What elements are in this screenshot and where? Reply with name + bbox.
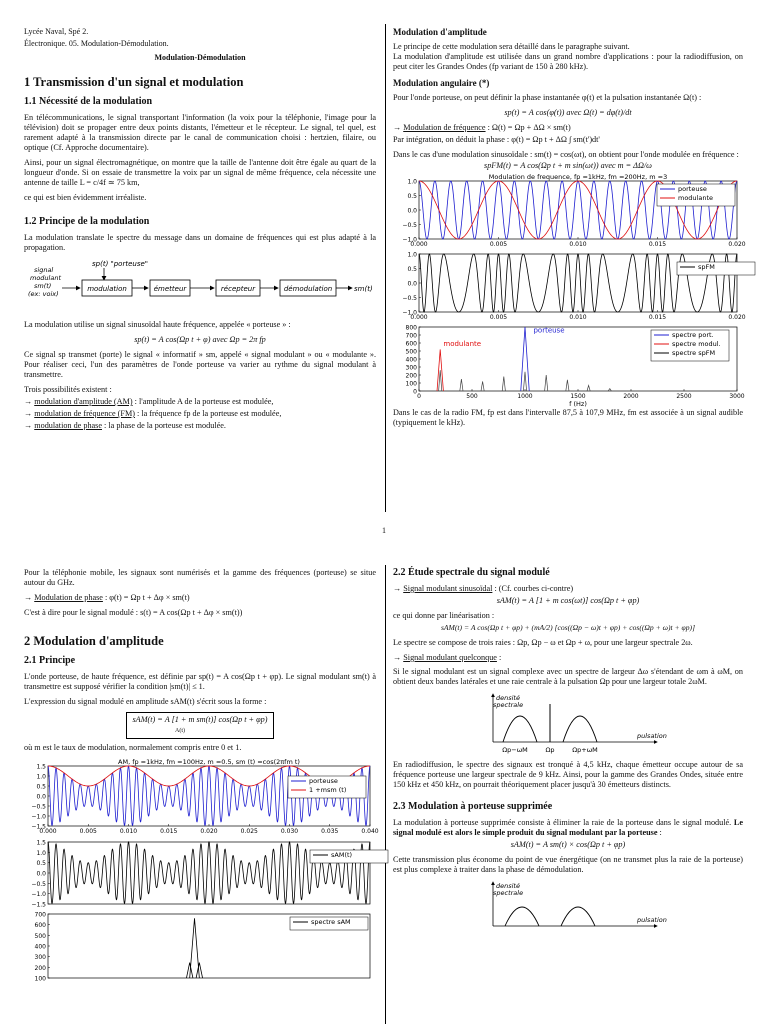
am-spectrum-chart: [24, 910, 376, 983]
doc-title: Modulation-Démodulation: [154, 53, 246, 62]
x-tick-label: 0.015: [648, 241, 667, 248]
x-tick-label: 0.020: [728, 314, 746, 321]
legend-label: modulante: [678, 194, 714, 202]
svg-text:pulsation: pulsation: [637, 916, 667, 924]
svg-text:pulsation: pulsation: [637, 732, 667, 740]
x-tick-label: 500: [466, 393, 478, 400]
column-divider: [385, 565, 386, 1024]
x-tick-label: 0: [417, 393, 421, 400]
header-course: Électronique. 05. Modulation-Démodulation.: [24, 39, 169, 48]
fm-spectrum-peak: [523, 372, 526, 391]
x-tick-label: 0.010: [569, 314, 587, 321]
y-tick-label: 100: [405, 380, 417, 388]
equation-dsb: sAM(t) = A sm(t) × cos(Ωp t + φp): [510, 840, 626, 849]
paragraph: ce qui donne par linéarisation :: [393, 611, 495, 620]
signal-label: (ex: voix): [28, 290, 59, 298]
fm-spectrum-peak: [587, 385, 590, 391]
header-school: Lycée Naval, Spé 2.: [24, 27, 89, 36]
paragraph: Le spectre se compose de trois raies : Ωp, Ωp − ω et Ωp + ω, pour une largeur spectrale 2ω.: [393, 638, 693, 647]
carrier-peak: [521, 327, 529, 391]
paragraph: L'onde porteuse, de haute fréquence, est définie par sp(t) = A cos(Ωp t + φp). Le signal modulant sm(t) à transmettre est supposé vérifier la condition |sm(t)| ≤ 1.: [24, 672, 376, 691]
legend-label: porteuse: [309, 777, 338, 785]
section-2-2-heading: 2.2 Étude spectrale du signal modulé: [393, 567, 550, 578]
y-tick-label: 0.5: [407, 193, 417, 200]
fm-spectrum-peak: [545, 375, 548, 391]
x-tick-label: 0.010: [119, 828, 138, 835]
angular-heading: Modulation angulaire (*): [393, 78, 490, 88]
x-tick-label: 3000: [729, 393, 745, 400]
equation-fm: spFM(t) = A cos(Ωp t + m sin(ωt)) avec m = ΔΩ/ω: [484, 161, 652, 170]
list-item: → modulation de phase : la phase de la porteuse est modulée.: [24, 421, 226, 430]
am-chart-2: [24, 838, 376, 908]
y-tick-label: 0.5: [36, 783, 46, 791]
x-tick-label: 0.020: [728, 241, 746, 248]
y-tick-label: 0.0: [36, 793, 46, 801]
svg-text:spectrale: spectrale: [493, 889, 524, 897]
svg-text:Ωp−ωM: Ωp−ωM: [502, 746, 528, 754]
paragraph: Pour l'onde porteuse, on peut définir la phase instantanée φ(t) et la pulsation instantanée Ω(t) :: [393, 93, 702, 102]
equation-sinus: sAM(t) = A [1 + m cos(ωt)] cos(Ωp t + φp): [496, 596, 640, 605]
general-term: Signal modulant quelconque: [403, 653, 497, 662]
signal-label: signal: [34, 266, 54, 274]
am-chart-1: [24, 758, 379, 836]
x-tick-label: 0.040: [361, 828, 379, 835]
am-equation-sub: A(t): [174, 728, 185, 734]
paragraph: ce qui est bien évidemment irréaliste.: [24, 193, 147, 202]
am-equation-text: sAM(t) = A [1 + m sm(t)] cos(Ωp t + φp): [132, 715, 268, 724]
list-item: → modulation de fréquence (FM) : la fréquence fp de la porteuse est modulée,: [24, 409, 282, 418]
block-emetteur: émetteur: [153, 285, 187, 293]
paragraph: L'expression du signal modulé en amplitude sAM(t) s'écrit sous la forme :: [24, 697, 267, 706]
x-tick-label: 0.020: [200, 828, 218, 835]
spectrum-sketch-2: [393, 880, 743, 930]
y-tick-label: 600: [405, 340, 417, 348]
svg-text:spectrale: spectrale: [493, 701, 524, 709]
x-tick-label: 1000: [517, 393, 533, 400]
paragraph: Dans le cas de la radio FM, fp est dans l'intervalle 87,5 à 107,9 MHz, fm est associée à un signal audible (typiquement le kHz).: [393, 408, 743, 427]
list-desc: : la fréquence fp de la porteuse est modulée,: [134, 409, 282, 418]
paragraph: C'est à dire pour le signal modulé : s(t) = A cos(Ωp t + Δφ × sm(t)): [24, 608, 243, 617]
annotation-modulante: modulante: [443, 340, 482, 349]
list-desc: : la phase de la porteuse est modulée.: [102, 421, 226, 430]
fm-spectrum-peak: [502, 377, 505, 391]
paragraph: Pour la téléphonie mobile, les signaux sont numérisés et la gamme des fréquences (porteuse) se situe autour du GHz.: [24, 568, 376, 587]
x-tick-label: 0.005: [489, 241, 508, 248]
list-term: modulation de phase: [34, 421, 102, 430]
y-tick-label: 300: [34, 954, 46, 962]
dsb-bold: Le signal modulé est alors le simple produit du signal modulant par la porteuse: [393, 818, 743, 837]
paragraph: Le principe de cette modulation sera détaillé dans le paragraphe suivant.: [393, 42, 630, 51]
carrier-label: sp(t) "porteuse": [92, 260, 149, 268]
y-tick-label: −1.0: [402, 236, 417, 244]
x-axis-label: f (Hz): [569, 400, 587, 408]
y-tick-label: −1.0: [402, 309, 417, 317]
block-recepteur: récepteur: [220, 285, 256, 293]
y-tick-label: −0.5: [31, 880, 46, 888]
svg-text:densité: densité: [496, 882, 520, 890]
section-2-1-heading: 2.1 Principe: [24, 655, 76, 666]
fm-formula: : Ω(t) = Ωp + ΔΩ × sm(t): [485, 123, 571, 132]
y-tick-label: 0.0: [407, 207, 417, 215]
paragraph: Cette transmission plus économe du point de vue énergétique (on ne transmet plus la raie de la porteuse) est plus complexe à traiter dans la phase de démodulation.: [393, 855, 743, 874]
legend-label: sAM(t): [331, 851, 353, 859]
y-tick-label: 0.0: [36, 870, 46, 878]
y-tick-label: −1.0: [31, 891, 46, 899]
paragraph: Ce signal sp transmet (porte) le signal « informatif » sm, appelé « signal modulant » ou « modulante ». Pour réaliser ceci, l'un des paramètres de l'onde porteuse va varier au rythme du signal modulant à transmettre.: [24, 350, 376, 379]
y-tick-label: 200: [405, 372, 417, 380]
left-column: [24, 0, 376, 433]
y-tick-label: 800: [405, 324, 417, 332]
fm-spectrum-peak: [481, 381, 484, 391]
section-1-1-heading: 1.1 Nécessité de la modulation: [24, 96, 153, 107]
page-2: [0, 543, 768, 1024]
paragraph: Si le signal modulant est un signal complexe avec un spectre de largeur Δω s'étendant de ωm à ωM, on obtient deux bandes latérales et une raie centrale à la pulsation Ωp pour une largeur totale 2ωM.: [393, 667, 743, 686]
y-tick-label: 0.5: [407, 266, 417, 273]
y-tick-label: 0.0: [407, 280, 417, 288]
y-tick-label: 1.0: [36, 773, 46, 781]
left-column: [24, 543, 379, 983]
x-tick-label: 0.025: [240, 828, 258, 835]
fm-chart-2: [393, 250, 746, 322]
y-tick-label: 500: [34, 932, 46, 940]
y-tick-label: 0: [413, 388, 417, 396]
paragraph: La modulation d'amplitude est utilisée dans un grand nombre d'applications : pour la radiodiffusion, on peut citer les Grandes Ondes (fp variant de 150 à 280 kHz).: [393, 52, 743, 71]
y-tick-label: 300: [405, 364, 417, 372]
right-column: [393, 543, 743, 930]
annotation-porteuse: porteuse: [533, 326, 565, 335]
chart-title: Modulation de frequence, fp =1kHz, fm =200Hz, m =3: [488, 173, 668, 181]
x-tick-label: 0.030: [280, 828, 299, 835]
svg-text:Ωp: Ωp: [545, 746, 555, 754]
section-2-3-heading: 2.3 Modulation à porteuse supprimée: [393, 801, 553, 812]
fm-definition: → Modulation de fréquence : Ω(t) = Ωp + ΔΩ × sm(t): [393, 123, 571, 132]
x-tick-label: 0.015: [648, 314, 667, 321]
y-tick-label: −0.5: [402, 295, 417, 302]
signal-label: sm(t): [34, 282, 52, 290]
y-tick-label: 1.5: [36, 763, 46, 771]
paragraph: La modulation translate le spectre du message dans un domaine de fréquences qui est plus adapté à la propagation.: [24, 233, 376, 252]
x-tick-label: 0.000: [410, 314, 428, 321]
y-tick-label: 1.0: [407, 178, 417, 186]
x-tick-label: 0.010: [569, 241, 587, 248]
legend-label: spFM: [698, 263, 715, 271]
paragraph: Trois possibilités existent :: [24, 385, 112, 394]
y-tick-label: 100: [34, 975, 46, 983]
legend-label: spectre modul.: [672, 340, 721, 348]
fm-spectrum-peak: [460, 379, 463, 391]
section-1-2-heading: 1.2 Principe de la modulation: [24, 216, 150, 227]
block-demodulation: démodulation: [283, 285, 333, 293]
paragraph: En télécommunications, le signal transportant l'information (la voix pour la téléphonie, l'image pour la télévision) doit se propager entre deux points distants, l'émetteur et le récepteur. Le signal, tel quel, est rarement adapté à la transmission directe par le canal de communication choisi : hertzien, filaire, ou optique (Cf. Approche documentaire).: [24, 113, 376, 152]
am-equation: [126, 712, 275, 739]
pm-formula: : φ(t) = Ωp t + Δφ × sm(t): [102, 593, 190, 602]
y-tick-label: −0.5: [31, 803, 46, 811]
column-divider: [385, 24, 386, 512]
paragraph: Par intégration, on déduit la phase : φ(t) = Ωp t + ΔΩ ∫ sm(t')dt': [393, 135, 600, 144]
pm-definition: → Modulation de phase : φ(t) = Ωp t + Δφ × sm(t): [24, 593, 190, 602]
right-column: [393, 0, 746, 433]
equation-carrier: sp(t) = A cos(Ωp t + φ) avec Ωp = 2π fp: [134, 335, 266, 344]
list-item: → modulation d'amplitude (AM) : l'amplitude A de la porteuse est modulée,: [24, 397, 274, 406]
paragraph: où m est le taux de modulation, normalement compris entre 0 et 1.: [24, 743, 242, 752]
paragraph: Ainsi, pour un signal électromagnétique, on montre que la taille de l'antenne doit être égale au quart de la longueur d'onde. Si on essaie de transmettre la voix par un signal de même fréquence, cela nécessite une antenne de taille L = c/4f ≃ 75 km,: [24, 158, 376, 187]
spectrum-sketch-1: [393, 692, 743, 754]
y-tick-label: −1.5: [31, 823, 46, 831]
sinus-ref: : (Cf. courbes ci-contre): [492, 584, 574, 593]
paragraph: Dans le cas d'une modulation sinusoïdale : sm(t) = cos(ωt), on obtient pour l'onde modulée en fréquence :: [393, 150, 739, 159]
block-modulation: modulation: [87, 285, 127, 293]
paragraph: En radiodiffusion, le spectre des signaux est tronqué à 4,5 kHz, chaque émetteur occupe autour de sa fréquence porteuse une largeur spectrale de 9 kHz. Ainsi, pour la gamme des Grandes Ondes, située entre 150 kHz et 450 kHz, on pourrait théoriquement placer jusqu'à 30 émetteurs distincts.: [393, 760, 743, 789]
output-label: sm(t): [354, 285, 373, 293]
legend-label: spectre port.: [672, 331, 714, 339]
equation-linear: sAM(t) = A cos(Ωp t + φp) + (mA/2) [cos((Ωp − ω)t + φp) + cos((Ωp + ω)t + φp)]: [440, 623, 696, 632]
y-tick-label: 200: [34, 964, 46, 972]
legend-label: porteuse: [678, 185, 707, 193]
svg-text:densité: densité: [496, 694, 520, 702]
page-number: 1: [382, 526, 386, 535]
fm-spectrum-chart: [393, 324, 743, 406]
am-heading: Modulation d'amplitude: [393, 27, 487, 37]
general-signal-label: → Signal modulant quelconque :: [393, 653, 502, 662]
chart-title: AM, fp =1kHz, fm =100Hz, m =0.5, sm (t) =cos(2πfm t): [118, 758, 300, 766]
list-desc: : l'amplitude A de la porteuse est modulée,: [132, 397, 274, 406]
fm-term: Modulation de fréquence: [403, 123, 486, 132]
fm-spectrum-peak: [439, 370, 442, 391]
y-tick-label: 1.5: [36, 839, 46, 847]
legend-label: 1 +msm (t): [309, 786, 347, 794]
y-tick-label: 500: [405, 348, 417, 356]
y-tick-label: 600: [34, 922, 46, 930]
x-tick-label: 0.035: [321, 828, 339, 835]
sinus-term: Signal modulant sinusoïdal: [403, 584, 493, 593]
x-tick-label: 0.005: [489, 314, 508, 321]
dsb-text: La modulation à porteuse supprimée consiste à éliminer la raie de la porteuse dans le signal modulé.: [393, 818, 734, 827]
equation-angular: sp(t) = A cos(φ(t)) avec Ω(t) = dφ(t)/dt: [504, 108, 632, 117]
section-1-heading: 1 Transmission d'un signal et modulation: [24, 75, 244, 89]
x-tick-label: 0.015: [160, 828, 178, 835]
paragraph: [393, 818, 743, 838]
dsb-colon: :: [657, 828, 662, 837]
y-tick-label: −1.0: [31, 813, 46, 821]
legend-label: spectre sAM: [311, 918, 351, 926]
am-equation-box: [24, 712, 376, 739]
y-tick-label: 0.5: [36, 860, 46, 868]
x-tick-label: 2000: [623, 393, 639, 400]
y-tick-label: 400: [34, 943, 46, 951]
section-2-heading: 2 Modulation d'amplitude: [24, 634, 164, 648]
x-tick-label: 2500: [676, 393, 692, 400]
fm-chart-1: [393, 173, 746, 248]
y-tick-label: −0.5: [402, 222, 417, 229]
svg-text:Ωp+ωM: Ωp+ωM: [572, 746, 598, 754]
paragraph: La modulation utilise un signal sinusoïdal haute fréquence, appelée « porteuse » :: [24, 320, 291, 329]
sinus-signal-label: → Signal modulant sinusoïdal : (Cf. courbes ci-contre): [393, 584, 574, 593]
list-term: modulation d'amplitude (AM): [34, 397, 133, 406]
y-tick-label: 400: [405, 356, 417, 364]
x-tick-label: 0.005: [79, 828, 97, 835]
signal-label: modulant: [30, 274, 62, 282]
modulation-block-diagram: [24, 258, 376, 316]
x-tick-label: 0.000: [39, 828, 57, 835]
pm-term: Modulation de phase: [34, 593, 103, 602]
list-term: modulation de fréquence (FM): [34, 409, 135, 418]
y-tick-label: −1.5: [31, 901, 46, 909]
x-tick-label: 0.000: [410, 241, 428, 248]
y-tick-label: 700: [405, 332, 417, 340]
y-tick-label: 700: [34, 911, 46, 919]
legend-label: spectre spFM: [672, 349, 716, 357]
fm-spectrum-peak: [608, 389, 611, 391]
legend-box: [677, 262, 755, 275]
x-tick-label: 1500: [570, 393, 586, 400]
y-tick-label: 1.0: [407, 251, 417, 259]
y-tick-label: 1.0: [36, 849, 46, 857]
fm-spectrum-peak: [566, 380, 569, 391]
